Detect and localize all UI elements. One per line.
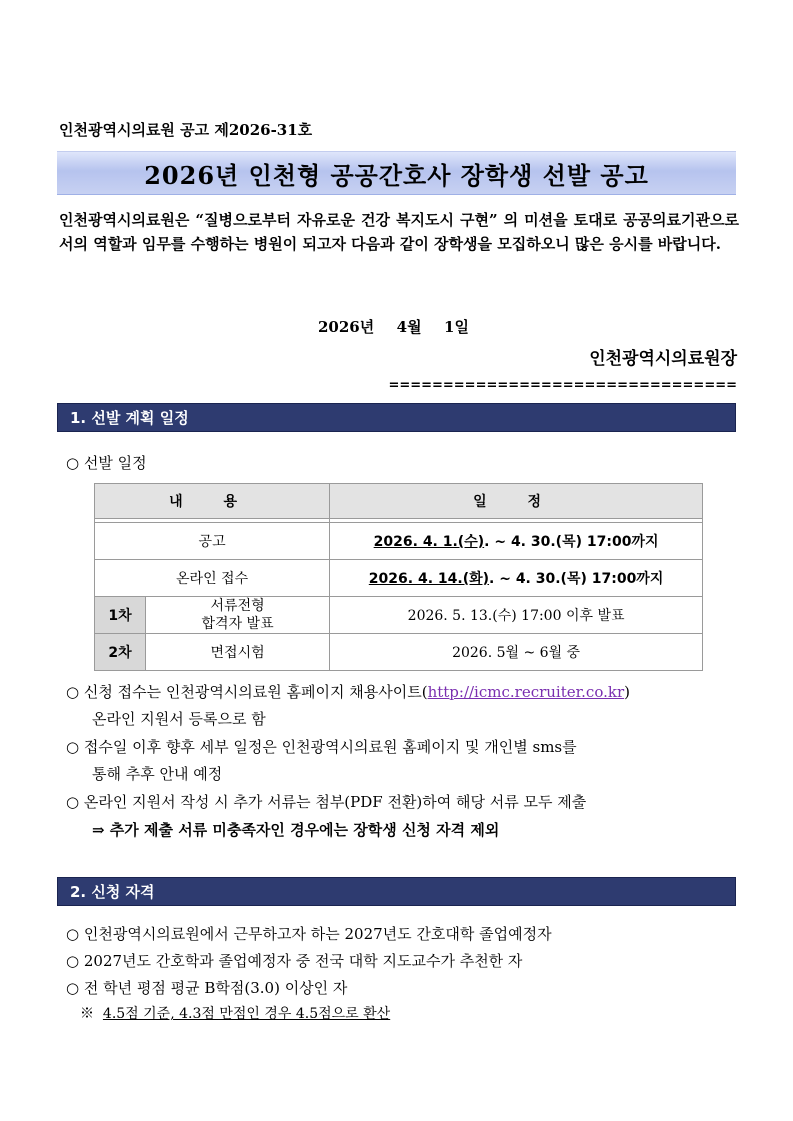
header-schedule: 일 정 — [330, 484, 703, 519]
recruit-site-link[interactable]: http://icmc.recruiter.co.kr — [427, 683, 625, 701]
notice-date: 2026년 4월 1일 — [318, 318, 469, 336]
page-title: 2026년 인천형 공공간호사 장학생 선발 공고 — [144, 160, 649, 190]
bullet-text: ) — [624, 683, 630, 701]
row-label: 공고 — [95, 523, 330, 560]
row-date: 2026. 5. 13.(수) 17:00 이후 발표 — [330, 597, 703, 634]
documents-warning: ⇒ 추가 제출 서류 미충족자인 경우에는 장학생 신청 자격 제외 — [92, 821, 500, 839]
eligibility-item: ○ 2027년도 간호학과 졸업예정자 중 전국 대학 지도교수가 추천한 자 — [66, 952, 523, 970]
section-header-eligibility — [57, 877, 736, 906]
title-banner — [57, 151, 736, 195]
date-start: 2026. 4. 14.(화) — [368, 571, 490, 587]
stage-label: 1차 — [95, 597, 146, 634]
table-header-row — [95, 484, 703, 519]
eligibility-item: ○ 인천광역시의료원에서 근무하고자 하는 2027년도 간호대학 졸업예정자 — [66, 925, 552, 943]
row-date — [330, 560, 703, 597]
row-date — [330, 523, 703, 560]
bullet-text: 통해 추후 안내 예정 — [92, 765, 223, 783]
bullet-schedule-notice: ○ 접수일 이후 향후 세부 일정은 인천광역시의료원 홈페이지 및 개인별 sms를 — [66, 738, 577, 756]
bullet-application — [66, 680, 630, 704]
section-header-schedule — [57, 403, 736, 432]
table-row — [95, 634, 703, 671]
bullet-documents: ○ 온라인 지원서 작성 시 추가 서류는 첨부(PDF 전환)하여 해당 서류 모두 제출 — [66, 793, 587, 811]
schedule-table — [94, 483, 703, 671]
eligibility-item: ○ 전 학년 평점 평균 B학점(3.0) 이상인 자 — [66, 979, 348, 997]
table-row — [95, 560, 703, 597]
date-end: . ~ 4. 30.(목) 17:00까지 — [484, 534, 659, 550]
note-text: 4.5점 기준, 4.3점 만점인 경우 4.5점으로 환산 — [102, 1006, 391, 1022]
date-start: 2026. 4. 1.(수) — [373, 534, 485, 550]
row-date: 2026. 5월 ~ 6월 중 — [330, 634, 703, 671]
stage-label: 2차 — [95, 634, 146, 671]
table-row — [95, 597, 703, 634]
row-label: 면접시험 — [146, 634, 330, 671]
table-row — [95, 523, 703, 560]
eligibility-note — [80, 1002, 390, 1026]
label-line: 합격자 발표 — [201, 616, 274, 632]
notice-number: 인천광역시의료원 공고 제2026-31호 — [59, 121, 313, 139]
bullet-text: 온라인 지원서 등록으로 함 — [92, 710, 266, 728]
row-label — [146, 597, 330, 634]
section-title: 1. 선발 계획 일정 — [70, 409, 189, 427]
section-title: 2. 신청 자격 — [70, 883, 155, 901]
signer: 인천광역시의료원장 — [589, 349, 737, 369]
date-end: . ~ 4. 30.(목) 17:00까지 — [489, 571, 664, 587]
label-line: 서류전형 — [210, 598, 265, 614]
row-label: 온라인 접수 — [95, 560, 330, 597]
separator-line: ================================ — [388, 378, 737, 393]
intro-paragraph: 인천광역시의료원은 “질병으로부터 자유로운 건강 복지도시 구현” 의 미션을 토대로 공공의료기관으로서의 역할과 임무를 수행하는 병원이 되고자 다음과 같이 장학생을 모집하오니 많은 응시를 바랍니다. — [59, 211, 739, 253]
header-content: 내 용 — [95, 484, 330, 519]
schedule-bullet: ○ 선발 일정 — [66, 454, 147, 472]
note-mark: ※ — [80, 1006, 94, 1022]
bullet-text: ○ 신청 접수는 인천광역시의료원 홈페이지 채용사이트( — [66, 683, 428, 701]
